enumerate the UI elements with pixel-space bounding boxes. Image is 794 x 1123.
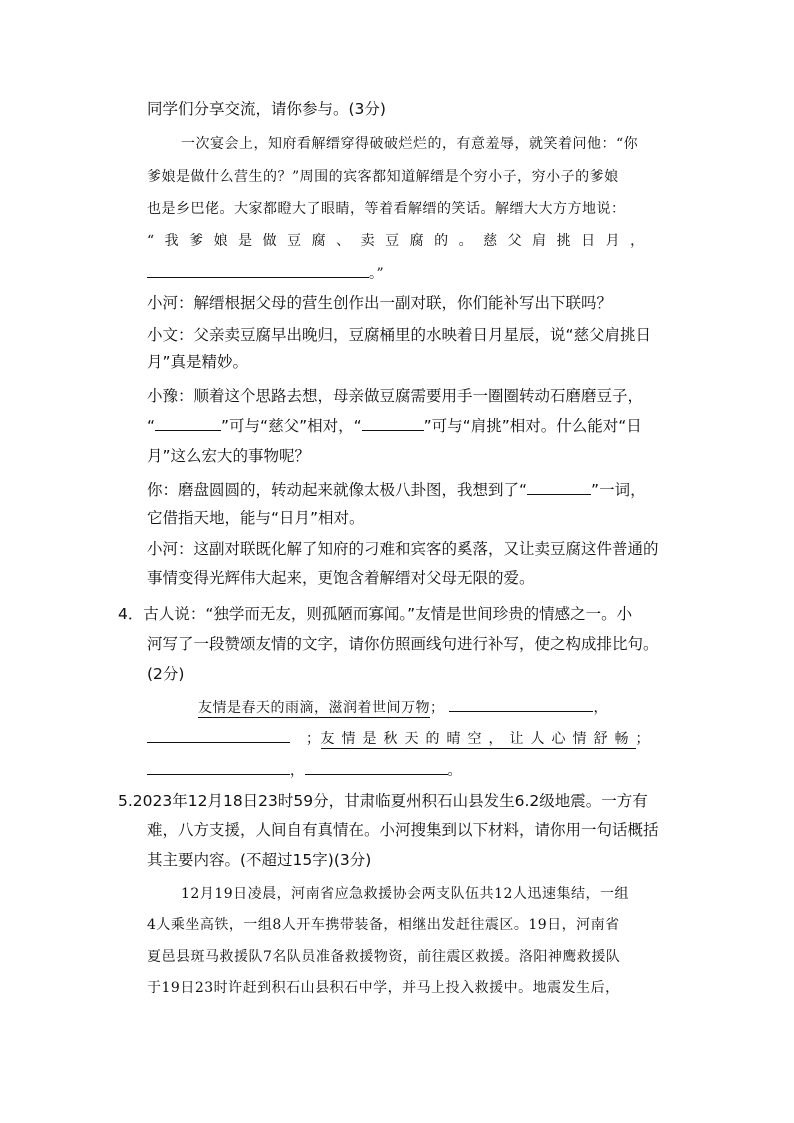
q4-comma-1: ， <box>593 700 608 716</box>
q4-blank-2[interactable] <box>147 727 290 743</box>
xiaohe-line-2: 小河：这副对联既化解了知府的刁难和宾客的奚落，又让卖豆腐这件普通的 <box>147 540 659 558</box>
xiaohe-line-1: 小河：解缙根据父母的营生创作出一副对联，你们能补写出下联吗？ <box>147 294 613 312</box>
q4-model-line <box>198 696 608 718</box>
story-line-5 <box>147 262 384 284</box>
couplet-answer-blank[interactable] <box>147 262 369 278</box>
q5-line-3: 其主要内容。(不超过15字)(3分) <box>147 851 372 869</box>
xiaowen-line-1: 小文：父亲卖豆腐早出晚归，豆腐桶里的水映着日月星辰，说“慈父肩挑日 <box>147 326 652 344</box>
xiaoyu-line-3: 月”这么宏大的事物呢？ <box>147 447 311 465</box>
xiaoyu-mid: ”可与“慈父”相对，“ <box>221 417 362 435</box>
blank-cifu-pair[interactable] <box>155 415 221 431</box>
q5-line-2: 难，八方支援，人间自有真情在。小河搜集到以下材料，请你用一句话概括 <box>147 821 659 839</box>
you-line-2: 它借指天地，能与“日月”相对。 <box>147 509 365 527</box>
xiaowen-line-2: 月”真是精妙。 <box>147 353 249 371</box>
q4-end: 。 <box>447 763 462 779</box>
model-sentence-2: 友情是秋天的晴空，让人心情舒畅 <box>320 731 636 747</box>
q4-line-3: (2分) <box>147 665 185 683</box>
q4-comma-2: ， <box>290 763 305 779</box>
q4-sep-3: ； <box>635 731 650 747</box>
q4-sep-1: ； <box>430 700 445 716</box>
material-line-3: 夏邑县斑马救援队7名队员准备救援物资，前往震区救援。洛阳神鹰救援队 <box>147 949 621 965</box>
xiaoyu-quote-open: “ <box>147 417 156 435</box>
you-line-1 <box>147 479 646 500</box>
you-text-a: 你：磨盘圆圆的，转动起来就像太极八卦图，我想到了“ <box>147 481 528 499</box>
q4-sep-2: ； <box>306 731 321 747</box>
material-line-4: 于19日23时许赶到积石山县积石中学，并马上投入救援中。地震发生后， <box>147 980 620 996</box>
you-text-b: ”一词， <box>591 481 646 499</box>
q3-intro: 同学们分享交流，请你参与。(3分) <box>147 100 386 118</box>
story-line-4: “我爹娘是做豆腐、卖豆腐的。慈父肩挑日月， <box>147 233 655 249</box>
q4-line-6 <box>147 759 462 781</box>
story-end: 。” <box>369 266 385 282</box>
q4-blank-4[interactable] <box>305 759 448 775</box>
q4-line-1: 4．古人说：“独学而无友，则孤陋而寡闻。”友情是世间珍贵的情感之一。小 <box>118 605 633 623</box>
material-line-2: 4人乘坐高铁，一组8人开车携带装备，相继出发赶往震区。19日，河南省 <box>147 917 620 933</box>
q4-blank-1[interactable] <box>449 696 593 712</box>
blank-jiantiao-pair[interactable] <box>362 415 424 431</box>
xiaoyu-line-1: 小豫：顺着这个思路去想，母亲做豆腐需要用手一圈圈转动石磨磨豆子， <box>147 387 644 405</box>
xiaoyu-line-2 <box>147 415 642 436</box>
story-line-2: 爹娘是做什么营生的？”周围的宾客都知道解缙是个穷小子，穷小子的爹娘 <box>147 169 619 185</box>
q5-line-1: 5.2023年12月18日23时59分，甘肃临夏州积石山县发生6.2级地震。一方有 <box>118 792 648 810</box>
story-line-3: 也是乡巴佬。大家都瞪大了眼睛，等着看解缙的笑话。解缙大大方方地说： <box>147 201 626 217</box>
q4-line-5 <box>147 727 650 749</box>
blank-riyue-pair[interactable] <box>527 479 591 495</box>
material-line-1: 12月19日凌晨，河南省应急救援协会两支队伍共12人迅速集结，一组 <box>181 886 629 902</box>
q4-line-2: 河写了一段赞颂友情的文字，请你仿照画线句进行补写，使之构成排比句。 <box>147 635 659 653</box>
q4-blank-3[interactable] <box>147 759 290 775</box>
model-sentence-1: 友情是春天的雨滴，滋润着世间万物 <box>198 700 430 716</box>
story-line-1: 一次宴会上，知府看解缙穿得破破烂烂的，有意羞辱，就笑着问他：“你 <box>181 136 639 152</box>
xiaoyu-end: ”可与“肩挑”相对。什么能对“日 <box>423 417 642 435</box>
xiaohe-line-3: 事情变得光辉伟大起来，更饱含着解缙对父母无限的爱。 <box>147 569 535 587</box>
